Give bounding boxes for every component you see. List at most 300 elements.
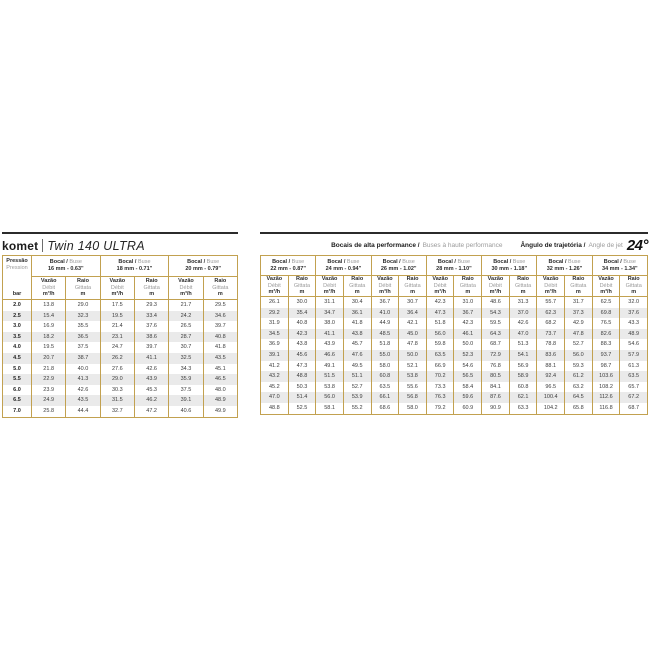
flow-value-cell: 82.6 [592,329,620,340]
subheader-row [261,276,648,297]
radius-value-cell: 30.7 [399,297,427,308]
radius-value-cell: 46.5 [203,374,237,385]
nozzle-size-label: 32 mm - 1.26" [546,265,583,272]
flow-value-cell: 23.9 [32,385,66,396]
nozzle-header [482,256,537,276]
flow-subheader [592,276,620,297]
radius-label-fr: Gittata [459,282,476,289]
radius-label-fr: Gittata [212,284,229,291]
radius-value-cell: 58.0 [399,403,427,414]
flow-value-cell: 41.1 [316,329,344,340]
radius-value-cell: 50.0 [454,339,482,350]
flow-value-cell: 26.2 [100,353,134,364]
radius-value-cell: 45.3 [134,385,168,396]
nozzle-title-line [593,259,647,266]
flow-value-cell: 26.5 [169,321,203,332]
flow-label-fr: Débit [433,282,447,289]
brand-logo: komet [2,238,39,253]
pressure-label-fr: Pression [6,264,28,271]
radius-value-cell: 48.0 [203,385,237,396]
radius-value-cell: 36.4 [399,308,427,319]
flow-value-cell: 43.9 [316,339,344,350]
pressure-header-inner [3,256,31,299]
flow-value-cell: 63.5 [426,350,454,361]
radius-value-cell: 37.5 [66,342,100,353]
flow-value-cell: 43.2 [261,371,289,382]
flow-value-cell: 62.3 [537,308,565,319]
nozzle-header [592,256,647,276]
subheader-row [3,277,238,300]
nozzle-header-row [261,256,648,276]
radius-value-cell: 67.2 [620,392,648,403]
radius-subheader [288,276,316,297]
flow-value-cell: 39.1 [169,395,203,406]
radius-value-cell: 41.8 [203,342,237,353]
flow-value-cell: 29.2 [261,308,289,319]
header-label-fr: Buse [455,258,471,265]
header-label: Bocal / [187,259,206,266]
radius-value-cell: 59.6 [454,392,482,403]
radius-value-cell: 50.3 [288,382,316,393]
radius-value-cell: 54.6 [454,361,482,372]
flow-value-cell: 32.5 [169,353,203,364]
flow-label-pt: Vazão [432,276,448,283]
flow-value-cell: 83.6 [537,350,565,361]
flow-label-fr: Débit [42,284,56,291]
radius-value-cell: 46.1 [454,329,482,340]
radius-value-cell: 32.0 [620,297,648,308]
flow-value-cell: 76.8 [482,361,510,372]
radius-value-cell: 52.1 [399,361,427,372]
flow-label-pt: Vazão [109,278,126,285]
radius-value-cell: 41.8 [343,318,371,329]
radius-value-cell: 47.8 [565,329,593,340]
radius-value-cell: 47.3 [288,361,316,372]
flow-value-cell: 19.5 [100,311,134,322]
radius-unit-label: m [299,289,305,296]
header-label: Bocal / [437,258,456,265]
radius-value-cell: 59.3 [565,361,593,372]
pressure-cell: 5.5 [3,374,32,385]
flow-value-cell: 41.0 [371,308,399,319]
radius-value-cell: 33.4 [134,311,168,322]
flow-value-cell: 66.9 [426,361,454,372]
flow-value-cell: 15.4 [32,311,66,322]
radius-value-cell: 42.9 [565,318,593,329]
flow-label-pt: Vazão [377,276,393,283]
flow-value-cell: 49.1 [316,361,344,372]
flow-label-fr: Débit [599,282,613,289]
pressure-cell: 6.0 [3,385,32,396]
nozzle-size-label: 16 mm - 0.63" [48,266,84,273]
radius-label-pt: Raio [406,276,419,283]
radius-value-cell: 32.3 [66,311,100,322]
flow-value-cell: 24.7 [100,342,134,353]
radius-value-cell: 45.7 [343,339,371,350]
flow-value-cell: 34.7 [316,308,344,319]
flow-value-cell: 35.9 [169,374,203,385]
radius-unit-label: m [80,291,86,298]
flow-value-cell: 78.8 [537,339,565,350]
table-row [3,374,238,385]
radius-value-cell: 43.9 [134,374,168,385]
radius-value-cell: 48.9 [620,329,648,340]
flow-subheader [537,276,565,297]
radius-value-cell: 51.1 [343,371,371,382]
radius-value-cell: 35.5 [66,321,100,332]
flow-label-fr: Débit [179,284,193,291]
flow-subheader [100,277,134,300]
flow-value-cell: 45.2 [261,382,289,393]
pressure-cell: 2.5 [3,311,32,322]
radius-value-cell: 30.0 [288,297,316,308]
radius-value-cell: 38.6 [134,332,168,343]
radius-value-cell: 61.3 [620,361,648,372]
angle-label-fr: Angle de jet [588,242,623,249]
radius-value-cell: 43.8 [343,329,371,340]
flow-value-cell: 20.7 [32,353,66,364]
radius-value-cell: 41.3 [66,374,100,385]
nozzle-title-line [316,259,370,266]
flow-value-cell: 108.2 [592,382,620,393]
flow-value-cell: 84.1 [482,382,510,393]
table-row [261,350,648,361]
radius-subheader [203,277,237,300]
table-row [3,406,238,417]
header-label: Bocal / [382,258,401,265]
nozzle-title-line [482,259,536,266]
radius-value-cell: 44.4 [66,406,100,417]
radius-value-cell: 41.1 [134,353,168,364]
flow-value-cell: 104.2 [537,403,565,414]
table-row [3,311,238,322]
flow-subheader [371,276,399,297]
radius-unit-label: m [465,289,471,296]
radius-value-cell: 53.9 [343,392,371,403]
header-label: Bocal / [118,259,137,266]
flow-value-cell: 21.7 [169,300,203,311]
performance-label-pt: Bocais de alta performance / [331,242,420,249]
radius-value-cell: 52.7 [565,339,593,350]
header-label-fr: Buse [621,258,636,265]
flow-subheader [169,277,203,300]
nozzle-size-label: 24 mm - 0.94" [325,265,362,272]
radius-value-cell: 46.2 [134,395,168,406]
flow-value-cell: 66.1 [371,392,399,403]
pressure-cell: 6.5 [3,395,32,406]
radius-value-cell: 30.4 [343,297,371,308]
radius-value-cell: 43.8 [288,339,316,350]
flow-subheader [316,276,344,297]
radius-value-cell: 49.5 [343,361,371,372]
radius-label-fr: Gittata [143,284,160,291]
radius-value-cell: 40.8 [203,332,237,343]
table-head [261,256,648,297]
flow-value-cell: 23.1 [100,332,134,343]
logo-divider [42,239,43,252]
table-row [261,329,648,340]
header-label: Bocal / [603,258,622,265]
right-performance-table [260,255,648,415]
radius-label-pt: Raio [77,278,89,285]
table-row [261,339,648,350]
flow-value-cell: 98.7 [592,361,620,372]
trajectory-angle-value: 24° [626,237,648,254]
page-header-line [260,236,648,255]
radius-value-cell: 40.8 [288,318,316,329]
radius-value-cell: 37.0 [509,308,537,319]
flow-value-cell: 58.0 [371,361,399,372]
nozzle-title-line [261,259,315,266]
pressure-cell: 3.0 [3,321,32,332]
flow-value-cell: 48.5 [371,329,399,340]
radius-label-fr: Gittata [349,282,366,289]
radius-unit-label: m [631,289,637,296]
header-label-fr: Buse [566,258,581,265]
radius-value-cell: 51.4 [288,392,316,403]
flow-value-cell: 37.5 [169,385,203,396]
flow-label-fr: Débit [378,282,392,289]
radius-value-cell: 37.6 [620,308,648,319]
radius-value-cell: 43.5 [203,353,237,364]
radius-value-cell: 47.0 [509,329,537,340]
flow-value-cell: 13.8 [32,300,66,311]
header-label: Bocal / [548,258,567,265]
radius-value-cell: 62.1 [509,392,537,403]
flow-value-cell: 40.6 [169,406,203,417]
flow-unit-label: m³/h [379,289,391,296]
nozzle-title-line [32,259,100,266]
table-head [3,256,238,300]
flow-value-cell: 47.0 [261,392,289,403]
radius-value-cell: 42.6 [134,364,168,375]
header-label-fr: Buse [67,259,82,266]
radius-value-cell: 42.6 [66,385,100,396]
flow-value-cell: 39.1 [261,350,289,361]
flow-label-fr: Débit [110,284,124,291]
table-body [3,300,238,418]
radius-value-cell: 36.1 [343,308,371,319]
radius-label-pt: Raio [296,276,308,283]
left-performance-table [2,255,238,418]
flow-value-cell: 36.7 [371,297,399,308]
flow-value-cell: 79.2 [426,403,454,414]
radius-value-cell: 63.5 [620,371,648,382]
radius-value-cell: 39.7 [203,321,237,332]
radius-value-cell: 42.1 [399,318,427,329]
flow-value-cell: 80.5 [482,371,510,382]
nozzle-header [100,256,169,277]
flow-value-cell: 42.3 [426,297,454,308]
radius-label-pt: Raio [627,276,640,283]
radius-unit-label: m [354,289,360,296]
table-row [3,353,238,364]
nozzle-size-label: 30 mm - 1.18" [491,265,528,272]
flow-unit-label: m³/h [268,289,281,296]
flow-value-cell: 26.1 [261,297,289,308]
flow-value-cell: 103.6 [592,371,620,382]
flow-value-cell: 47.3 [426,308,454,319]
flow-value-cell: 25.8 [32,406,66,417]
flow-value-cell: 58.1 [316,403,344,414]
flow-value-cell: 34.5 [261,329,289,340]
nozzle-header [261,256,316,276]
flow-value-cell: 51.8 [371,339,399,350]
radius-unit-label: m [217,291,223,298]
radius-subheader [565,276,593,297]
table-row [3,300,238,311]
radius-value-cell: 63.2 [565,382,593,393]
flow-unit-label: m³/h [600,289,612,296]
radius-value-cell: 57.9 [620,350,648,361]
radius-value-cell: 29.0 [66,300,100,311]
radius-value-cell: 49.9 [203,406,237,417]
flow-label-fr: Débit [489,282,502,289]
radius-value-cell: 56.0 [565,350,593,361]
flow-value-cell: 31.5 [100,395,134,406]
pressure-labels [3,258,31,271]
table-row [3,321,238,332]
brand-header [2,236,238,255]
radius-label-pt: Raio [351,276,364,283]
flow-unit-label: m³/h [489,289,502,296]
flow-subheader [32,277,66,300]
header-label: Bocal / [493,258,512,265]
table-row [261,361,648,372]
nozzle-header [32,256,101,277]
table-row [3,395,238,406]
flow-label-pt: Vazão [598,276,614,283]
flow-value-cell: 87.6 [482,392,510,403]
flow-value-cell: 48.8 [261,403,289,414]
flow-subheader [426,276,454,297]
header-label-fr: Buse [136,259,151,266]
radius-label-pt: Raio [145,278,158,285]
pressure-cell: 4.0 [3,342,32,353]
nozzle-size-label: 22 mm - 0.87" [270,265,306,272]
flow-value-cell: 96.5 [537,382,565,393]
flow-value-cell: 32.7 [100,406,134,417]
flow-value-cell: 76.5 [592,318,620,329]
nozzle-header [537,256,592,276]
radius-value-cell: 29.5 [203,300,237,311]
flow-value-cell: 51.5 [316,371,344,382]
flow-value-cell: 92.4 [537,371,565,382]
radius-value-cell: 64.5 [565,392,593,403]
flow-value-cell: 62.5 [592,297,620,308]
flow-unit-label: m³/h [434,289,446,296]
flow-value-cell: 30.7 [169,342,203,353]
nozzle-size-label: 20 mm - 0.79" [185,266,221,273]
radius-value-cell: 35.4 [288,308,316,319]
angle-label-pt: Ângulo de trajetória / [520,242,586,249]
radius-value-cell: 55.2 [343,403,371,414]
radius-subheader [134,277,168,300]
flow-value-cell: 116.8 [592,403,620,414]
radius-value-cell: 45.1 [203,364,237,375]
header-label: Pressão [6,258,28,264]
radius-subheader [509,276,537,297]
radius-value-cell: 31.7 [565,297,593,308]
flow-value-cell: 55.0 [371,350,399,361]
flow-value-cell: 31.1 [316,297,344,308]
radius-value-cell: 54.1 [509,350,537,361]
flow-value-cell: 34.3 [169,364,203,375]
flow-value-cell: 76.3 [426,392,454,403]
flow-value-cell: 69.8 [592,308,620,319]
nozzle-title-line [169,259,237,266]
flow-value-cell: 17.5 [100,300,134,311]
radius-value-cell: 56.5 [454,371,482,382]
flow-unit-label: m³/h [323,289,336,296]
radius-unit-label: m [575,289,581,296]
flow-value-cell: 24.9 [32,395,66,406]
performance-label-fr: Buses à haute performance [422,242,503,249]
flow-value-cell: 48.6 [482,297,510,308]
radius-value-cell: 36.5 [66,332,100,343]
header-label-fr: Buse [400,258,415,265]
top-rule-right [260,232,648,234]
flow-value-cell: 51.8 [426,318,454,329]
flow-value-cell: 56.0 [316,392,344,403]
flow-label-pt: Vazão [321,276,338,283]
radius-label-fr: Gittata [293,282,311,289]
pressure-header [3,256,32,300]
flow-value-cell: 90.9 [482,403,510,414]
table-row [261,392,648,403]
flow-label-fr: Débit [323,282,337,289]
flow-value-cell: 55.7 [537,297,565,308]
flow-value-cell: 72.9 [482,350,510,361]
radius-value-cell: 61.2 [565,371,593,382]
table-row [3,385,238,396]
radius-label-pt: Raio [214,278,227,285]
radius-value-cell: 45.6 [288,350,316,361]
radius-label-fr: Gittata [570,282,587,289]
flow-value-cell: 22.9 [32,374,66,385]
flow-value-cell: 36.9 [261,339,289,350]
radius-value-cell: 54.6 [620,339,648,350]
radius-value-cell: 34.6 [203,311,237,322]
nozzle-title-line [537,259,591,266]
table-row [3,332,238,343]
flow-unit-label: m³/h [180,291,192,298]
radius-value-cell: 58.4 [454,382,482,393]
radius-value-cell: 29.3 [134,300,168,311]
pressure-cell: 3.5 [3,332,32,343]
flow-value-cell: 59.5 [482,318,510,329]
table-row [3,364,238,375]
radius-value-cell: 42.6 [509,318,537,329]
radius-unit-label: m [410,289,415,296]
flow-value-cell: 31.9 [261,318,289,329]
radius-value-cell: 43.5 [66,395,100,406]
radius-label-fr: Gittata [514,282,532,289]
flow-value-cell: 21.8 [32,364,66,375]
radius-label-pt: Raio [461,276,474,283]
pressure-cell: 4.5 [3,353,32,364]
radius-label-pt: Raio [572,276,585,283]
flow-label-fr: Débit [267,282,281,289]
nozzle-header-row [3,256,238,277]
radius-value-cell: 68.7 [620,403,648,414]
flow-value-cell: 63.5 [371,382,399,393]
radius-value-cell: 63.3 [509,403,537,414]
flow-label-pt: Vazão [487,276,504,283]
flow-value-cell: 64.3 [482,329,510,340]
flow-value-cell: 68.2 [537,318,565,329]
radius-label-pt: Raio [517,276,530,283]
